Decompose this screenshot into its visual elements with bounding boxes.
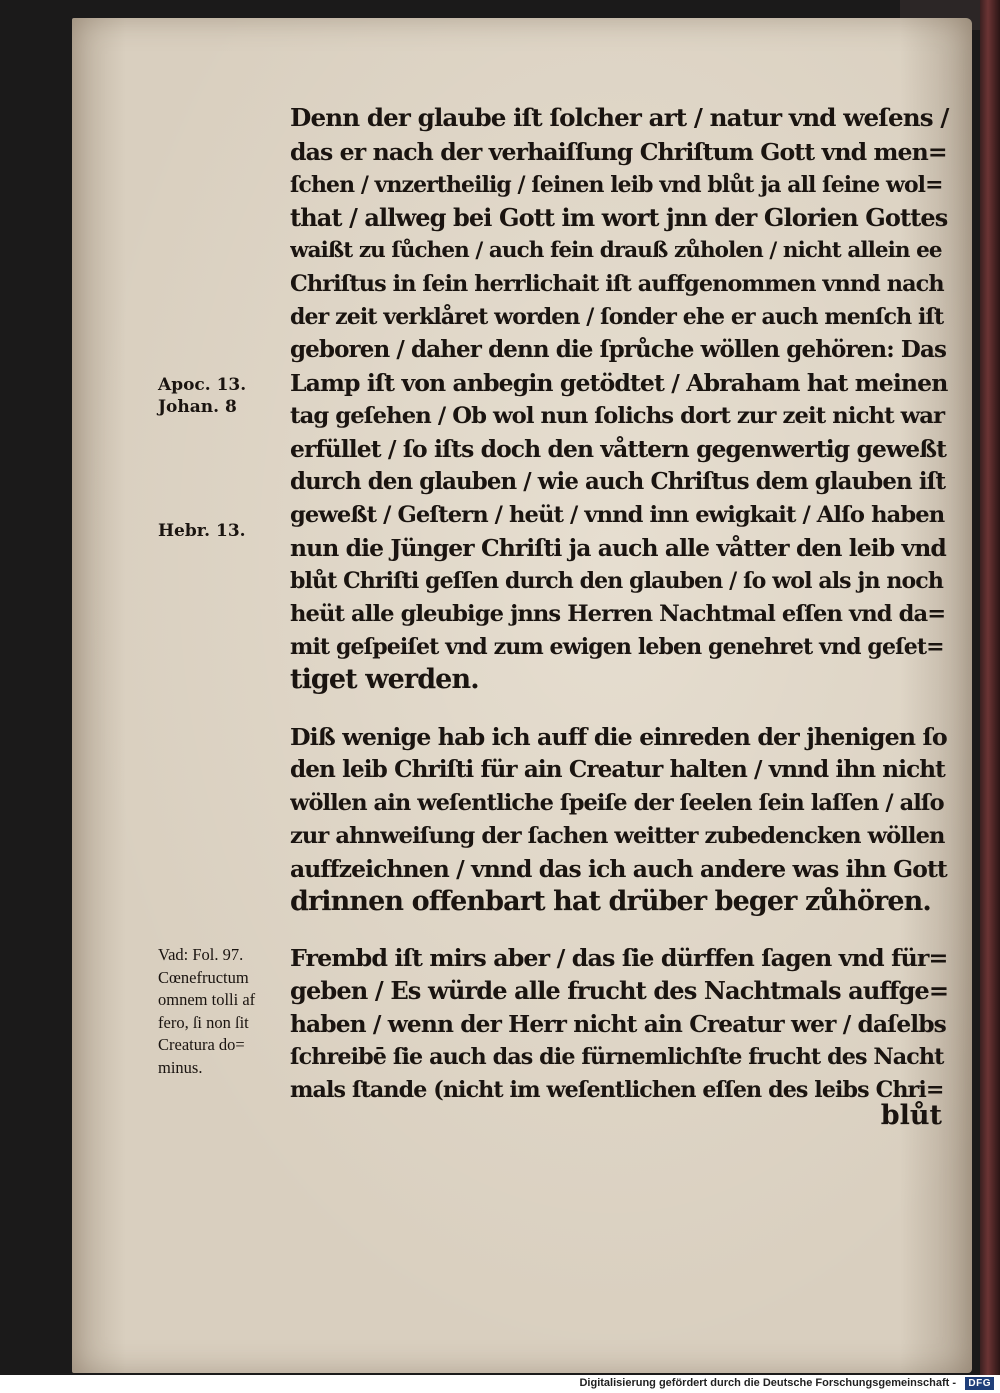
text-line: Frembd iſt mirs aber / das ſie dürffen ſagen vnd für= bbox=[290, 944, 948, 972]
book-spine-edge bbox=[980, 0, 1000, 1375]
text-line: das er nach der verhaiſſung Chriſtum Gott vnd men= bbox=[290, 138, 947, 166]
margin-note-line: fero, ſi non ſit bbox=[158, 1012, 249, 1032]
margin-note-apoc-johan bbox=[158, 374, 293, 418]
text-line: ſchreibē ſie auch das die fürnemlichſte frucht des Nacht bbox=[290, 1044, 944, 1070]
text-line: blůt Chriſti geſſen durch den glauben / ſo wol als jn noch bbox=[290, 568, 943, 594]
margin-note-line: minus. bbox=[158, 1057, 203, 1077]
text-line: tag geſehen / Ob wol nun ſolichs dort zur zeit nicht war bbox=[290, 403, 945, 429]
text-line: wöllen ain weſentliche ſpeiſe der ſeelen ſein laſſen / alſo bbox=[290, 790, 944, 816]
text-line: mals ſtande (nicht im weſentlichen eſſen des leibs Chri= bbox=[290, 1077, 944, 1103]
footer-bar bbox=[0, 1375, 1000, 1393]
text-line: heüt alle gleubige jnns Herren Nachtmal eſſen vnd da= bbox=[290, 601, 946, 627]
text-line: den leib Chriſti für ain Creatur halten / vnnd ihn nicht bbox=[290, 756, 945, 783]
text-line: ſchen / vnzertheilig / ſeinen leib vnd blůt ja all ſeine wol= bbox=[290, 172, 943, 198]
text-line: mit geſpeiſet vnd zum ewigen leben genehret vnd geſet= bbox=[290, 634, 944, 660]
margin-note-line: Johan. 8 bbox=[158, 397, 237, 417]
text-line: durch den glauben / wie auch Chriſtus dem glauben iſt bbox=[290, 469, 946, 495]
text-line: haben / wenn der Herr nicht ain Creatur wer / daſelbs bbox=[290, 1010, 946, 1038]
margin-note-line: Apoc. 13. bbox=[158, 375, 247, 395]
margin-note-line: Creatura do= bbox=[158, 1035, 245, 1054]
text-line: tiget werden. bbox=[290, 665, 479, 695]
text-line: waißt zu ſůchen / auch fein drauß zůholen / nicht allein ee bbox=[290, 238, 942, 263]
text-line: auffzeichnen / vnnd das ich auch andere was ihn Gott bbox=[290, 855, 947, 883]
text-line: geweßt / Geſtern / heüt / vnnd inn ewigkait / Alſo haben bbox=[290, 502, 945, 528]
text-line: that / allweg bei Gott im wort jnn der Glorien Gottes bbox=[290, 203, 948, 232]
margin-note-line: Cœnefructum bbox=[158, 967, 249, 987]
text-line: Chriſtus in ſein herrlichait iſt auffgenommen vnnd nach bbox=[290, 271, 944, 297]
text-line: Denn der glaube iſt ſolcher art / natur vnd weſens / bbox=[290, 103, 949, 132]
footer-credit: Digitalisierung gefördert durch die Deutsche Forschungsgemeinschaft - bbox=[579, 1377, 956, 1389]
text-line: geben / Es würde alle frucht des Nachtmals auffge= bbox=[290, 976, 949, 1005]
margin-note-line: Vad: Fol. 97. bbox=[158, 945, 244, 964]
dfg-logo: DFG bbox=[965, 1377, 994, 1390]
catchword: blůt bbox=[880, 1100, 942, 1131]
text-line: der zeit verklåret worden / ſonder ehe er auch menſch iſt bbox=[290, 304, 944, 330]
text-line: zur ahnweiſung der ſachen weitter zubedencken wöllen bbox=[290, 823, 945, 849]
text-line: erfüllet / ſo iſts doch den våttern gegenwertig geweßt bbox=[290, 435, 947, 463]
text-line: drinnen offenbart hat drüber beger zůhören. bbox=[290, 887, 931, 917]
text-line: Diß wenige hab ich auff die einreden der jhenigen ſo bbox=[290, 723, 947, 751]
text-line: nun die Jünger Chriſti ja auch alle våtter den leib vnd bbox=[290, 534, 946, 562]
text-line: geboren / daher denn die ſprůche wöllen gehören: Das bbox=[290, 336, 947, 363]
margin-note-hebr bbox=[158, 520, 293, 542]
margin-note-line: omnem tolli af bbox=[158, 990, 256, 1009]
margin-note-vad bbox=[158, 944, 293, 1079]
margin-note-line: Hebr. 13. bbox=[158, 521, 246, 541]
text-line: Lamp iſt von anbegin getödtet / Abraham hat meinen bbox=[290, 369, 948, 397]
